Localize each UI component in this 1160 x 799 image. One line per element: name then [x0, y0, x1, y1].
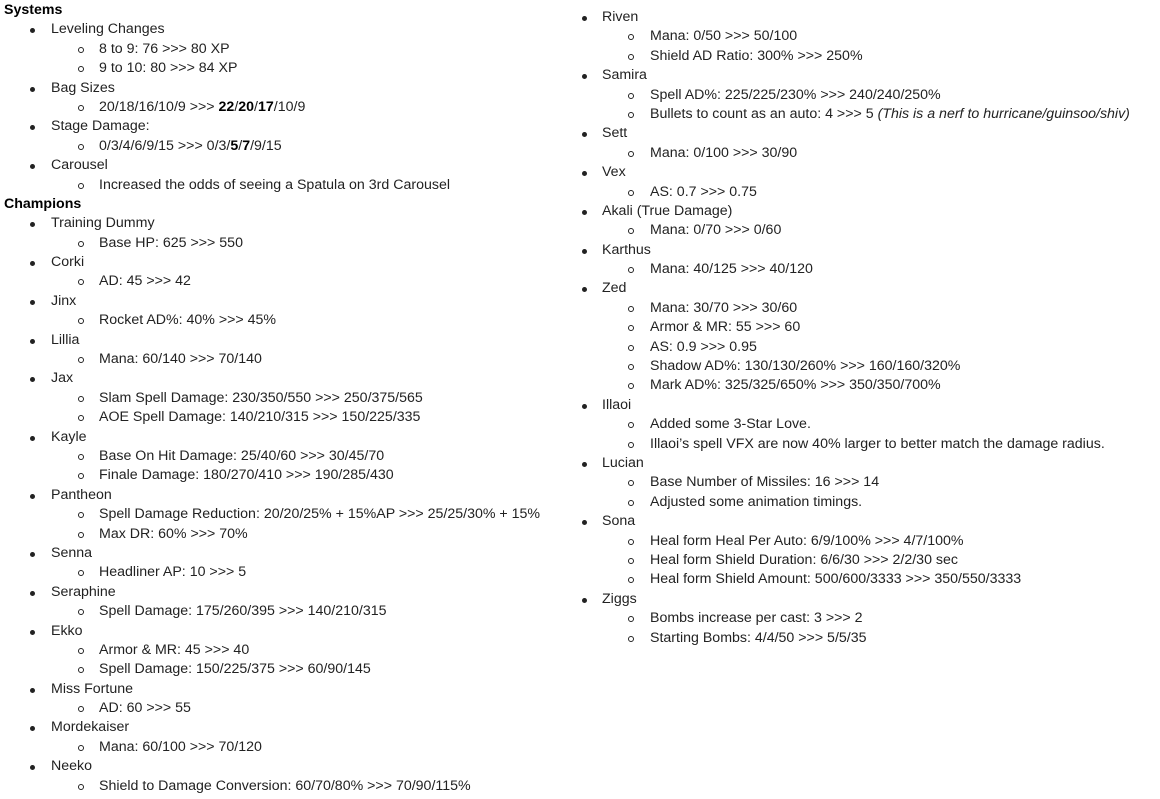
champion-training-dummy: Training Dummy	[0, 214, 575, 233]
bag-bold-1: 22	[218, 98, 235, 115]
champion-sona: Sona	[578, 512, 1160, 531]
champion-miss-fortune: Miss Fortune	[0, 680, 575, 699]
champions-heading: Champions	[4, 195, 82, 212]
sub-list-item-text: Bullets to count as an auto: 4 >>> 5	[650, 105, 878, 122]
sub-list-item: AS: 0.9 >>> 0.95	[578, 338, 1160, 357]
sub-list-item: Illaoi’s spell VFX are now 40% larger to better match the damage radius.	[578, 435, 1160, 454]
stage-bold-2: 7	[242, 137, 251, 154]
champion-mordekaiser: Mordekaiser	[0, 718, 575, 737]
systems-heading: Systems	[4, 2, 63, 18]
champion-pantheon: Pantheon	[0, 486, 575, 505]
bag-bold-3: 17	[258, 98, 274, 115]
champion-sett: Sett	[578, 124, 1160, 143]
champion-ekko: Ekko	[0, 622, 575, 641]
sub-list-item: Mana: 0/70 >>> 0/60	[578, 221, 1160, 240]
champion-kayle: Kayle	[0, 428, 575, 447]
sub-list-item: Mana: 40/125 >>> 40/120	[578, 260, 1160, 279]
sub-list-item: Adjusted some animation timings.	[578, 493, 1160, 512]
sub-list-item: Spell Damage Reduction: 20/20/25% + 15%AP >>> 25/25/30% + 15%	[0, 505, 575, 524]
sub-list-item: Bombs increase per cast: 3 >>> 2	[578, 609, 1160, 628]
sub-list-item: Mark AD%: 325/325/650% >>> 350/350/700%	[578, 376, 1160, 395]
sub-list-item: Headliner AP: 10 >>> 5	[0, 563, 575, 582]
sub-list-item: Base Number of Missiles: 16 >>> 14	[578, 473, 1160, 492]
champion-zed: Zed	[578, 279, 1160, 298]
sub-list-item: Armor & MR: 45 >>> 40	[0, 641, 575, 660]
stage-values-prefix: 0/3/4/6/9/15 >>> 0/3/	[99, 137, 231, 154]
champions-list-left	[0, 214, 575, 796]
sub-list-item: Shadow AD%: 130/130/260% >>> 160/160/320%	[578, 357, 1160, 376]
champion-lillia: Lillia	[0, 331, 575, 350]
sub-list-item: AD: 60 >>> 55	[0, 699, 575, 718]
sub-list-item: Spell AD%: 225/225/230% >>> 240/240/250%	[578, 86, 1160, 105]
sub-list-item: AOE Spell Damage: 140/210/315 >>> 150/225/335	[0, 408, 575, 427]
sub-list-item: Added some 3-Star Love.	[578, 415, 1160, 434]
champion-lucian: Lucian	[578, 454, 1160, 473]
sub-list-item: Base On Hit Damage: 25/40/60 >>> 30/45/70	[0, 447, 575, 466]
sub-list-item: AD: 45 >>> 42	[0, 272, 575, 291]
champion-vex: Vex	[578, 163, 1160, 182]
sub-list-item: Increased the odds of seeing a Spatula on 3rd Carousel	[0, 176, 575, 195]
sub-list-item: Mana: 0/50 >>> 50/100	[578, 27, 1160, 46]
champion-senna: Senna	[0, 544, 575, 563]
list-item-bag-sizes: Bag Sizes	[0, 79, 575, 98]
champion-karthus: Karthus	[578, 241, 1160, 260]
sub-list-item: Shield to Damage Conversion: 60/70/80% >>> 70/90/115%	[0, 777, 575, 796]
sub-list-item: Armor & MR: 55 >>> 60	[578, 318, 1160, 337]
sub-list-item: Finale Damage: 180/270/410 >>> 190/285/430	[0, 466, 575, 485]
sub-list-item: Mana: 60/140 >>> 70/140	[0, 350, 575, 369]
bag-values-prefix: 20/18/16/10/9 >>>	[99, 98, 219, 115]
champion-jax: Jax	[0, 369, 575, 388]
champion-jinx: Jinx	[0, 292, 575, 311]
sub-list-item: Spell Damage: 175/260/395 >>> 140/210/315	[0, 602, 575, 621]
champion-ziggs: Ziggs	[578, 590, 1160, 609]
bag-sep-2: /	[254, 98, 258, 115]
champion-seraphine: Seraphine	[0, 583, 575, 602]
champion-illaoi: Illaoi	[578, 396, 1160, 415]
sub-list-item-with-note	[578, 105, 1160, 124]
sub-list-item: Heal form Shield Amount: 500/600/3333 >>> 350/550/3333	[578, 570, 1160, 589]
champion-corki: Corki	[0, 253, 575, 272]
stage-values-suffix: /9/15	[250, 137, 282, 154]
sub-list-item: 9 to 10: 80 >>> 84 XP	[0, 59, 575, 78]
champion-riven: Riven	[578, 8, 1160, 27]
list-item-carousel: Carousel	[0, 156, 575, 175]
sub-list-item: Spell Damage: 150/225/375 >>> 60/90/145	[0, 660, 575, 679]
stage-sep-1: /	[238, 137, 243, 154]
list-item-leveling-changes: Leveling Changes	[0, 20, 575, 39]
sub-list-item-stage-values	[0, 137, 575, 156]
sub-list-item: Heal form Shield Duration: 6/6/30 >>> 2/2/30 sec	[578, 551, 1160, 570]
stage-bold-1: 5	[230, 137, 239, 154]
sub-list-item: Slam Spell Damage: 230/350/550 >>> 250/375/565	[0, 389, 575, 408]
sub-list-item: AS: 0.7 >>> 0.75	[578, 183, 1160, 202]
right-column	[578, 0, 1160, 648]
sub-list-item: Max DR: 60% >>> 70%	[0, 525, 575, 544]
list-item-stage-damage: Stage Damage:	[0, 117, 575, 136]
italic-note: (This is a nerf to hurricane/guinsoo/shiv)	[877, 105, 1130, 122]
champions-list-right	[578, 8, 1160, 648]
champion-samira: Samira	[578, 66, 1160, 85]
sub-list-item-bag-values	[0, 98, 575, 117]
sub-list-item: Mana: 60/100 >>> 70/120	[0, 738, 575, 757]
sub-list-item: Shield AD Ratio: 300% >>> 250%	[578, 47, 1160, 66]
sub-list-item: 8 to 9: 76 >>> 80 XP	[0, 40, 575, 59]
bag-sep-1: /	[234, 98, 239, 115]
sub-list-item: Starting Bombs: 4/4/50 >>> 5/5/35	[578, 629, 1160, 648]
left-column	[0, 0, 575, 796]
sub-list-item: Mana: 30/70 >>> 30/60	[578, 299, 1160, 318]
champion-neeko: Neeko	[0, 757, 575, 776]
bag-values-suffix: /10/9	[273, 98, 306, 115]
champion-akali-true-damage: Akali (True Damage)	[578, 202, 1160, 221]
sub-list-item: Mana: 0/100 >>> 30/90	[578, 144, 1160, 163]
sub-list-item: Heal form Heal Per Auto: 6/9/100% >>> 4/7/100%	[578, 532, 1160, 551]
sub-list-item: Rocket AD%: 40% >>> 45%	[0, 311, 575, 330]
bag-bold-2: 20	[238, 98, 255, 115]
sub-list-item: Base HP: 625 >>> 550	[0, 234, 575, 253]
